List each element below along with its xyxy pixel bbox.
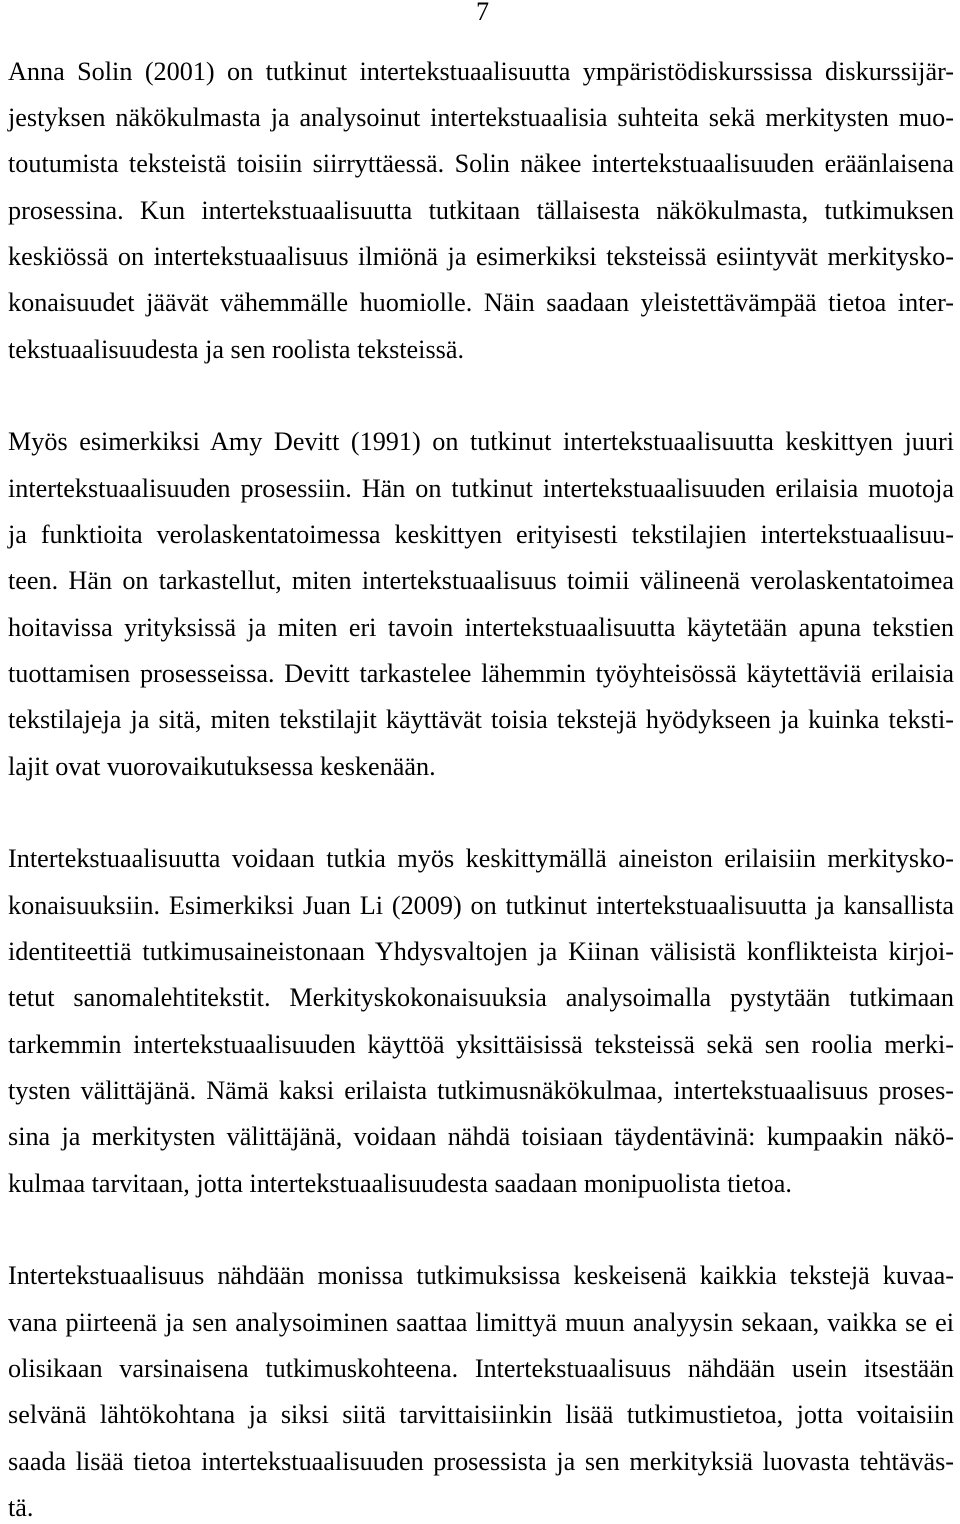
text-line: olisikaan varsinaisena tutkimuskohteena. Intertekstuaalisuus nähdään usein itsestään — [8, 1354, 954, 1384]
text-line: Intertekstuaalisuus nähdään monissa tutkimuksissa keskeisenä kaikkia tekstejä kuvaa- — [8, 1261, 954, 1291]
text-line: tarkemmin intertekstuaalisuuden käyttöä yksittäisissä teksteissä sekä sen roolia merki- — [8, 1029, 954, 1059]
text-line: teen. Hän on tarkastellut, miten intertekstuaalisuus toimii välineenä verolaskentatoimea — [8, 566, 954, 596]
paragraph — [8, 428, 954, 780]
text-line: prosessina. Kun intertekstuaalisuutta tutkitaan tällaisesta näkökulmasta, tutkimuksen — [8, 195, 954, 225]
text-line: lajit ovat vuorovaikutuksessa keskenään. — [8, 751, 436, 781]
text-line: toutumista teksteistä toisiin siirryttäessä. Solin näkee intertekstuaalisuuden eräänlaisena — [8, 149, 954, 179]
text-line: tysten välittäjänä. Nämä kaksi erilaista tutkimusnäkökulmaa, intertekstuaalisuus proses- — [8, 1076, 954, 1106]
text-line: selvänä lähtökohtana ja siksi siitä tarvittaisiinkin lisää tutkimustietoa, jotta voitaisiin — [8, 1400, 954, 1430]
text-line: tuottamisen prosesseissa. Devitt tarkastelee lähemmin työyhteisössä käytettäviä erilaisia — [8, 658, 954, 688]
text-line: jestyksen näkökulmasta ja analysoinut intertekstuaalisia suhteita sekä merkitysten muo- — [8, 102, 954, 132]
text-line: identiteettiä tutkimusaineistonaan Yhdysvaltojen ja Kiinan välisistä konflikteista kirjoi- — [8, 937, 954, 967]
paragraph — [8, 845, 954, 1197]
text-line: saada lisää tietoa intertekstuaalisuuden prosessista ja sen merkityksiä luovasta tehtäväs- — [8, 1446, 954, 1476]
text-line: vana piirteenä ja sen analysoiminen saattaa limittyä muun analyysin sekaan, vaikka se ei — [8, 1307, 954, 1337]
text-line: Myös esimerkiksi Amy Devitt (1991) on tutkinut intertekstuaalisuutta keskittyen juuri — [8, 427, 954, 457]
text-line: tekstuaalisuudesta ja sen roolista teksteissä. — [8, 334, 464, 364]
text-line: hoitavissa yrityksissä ja miten eri tavoin intertekstuaalisuutta käytetään apuna tekstien — [8, 612, 954, 642]
body-text — [8, 58, 954, 1523]
text-line: Intertekstuaalisuutta voidaan tutkia myös keskittymällä aineiston erilaisiin merkitysko- — [8, 844, 954, 874]
text-line: tetut sanomalehtitekstit. Merkityskokonaisuuksia analysoimalla pystytään tutkimaan — [8, 983, 954, 1013]
page-number: 7 — [476, 0, 490, 26]
text-line: Anna Solin (2001) on tutkinut intertekstuaalisuutta ympäristödiskurssissa diskurssijär- — [8, 56, 954, 86]
text-line: sina ja merkitysten välittäjänä, voidaan nähdä toisiaan täydentävinä: kumpaakin näkö- — [8, 1122, 954, 1152]
text-line: kulmaa tarvitaan, jotta intertekstuaalisuudesta saadaan monipuolista tietoa. — [8, 1168, 792, 1198]
text-line: ja funktioita verolaskentatoimessa keskittyen erityisesti tekstilajien intertekstuaalisuu- — [8, 519, 954, 549]
text-line: konaisuuksiin. Esimerkiksi Juan Li (2009) on tutkinut intertekstuaalisuutta ja kansallista — [8, 890, 954, 920]
text-line: konaisuudet jäävät vähemmälle huomiolle. Näin saadaan yleistettävämpää tietoa inter- — [8, 288, 954, 318]
text-line: tä. — [8, 1493, 34, 1523]
paragraph — [8, 58, 954, 364]
paragraph — [8, 1262, 954, 1522]
text-line: intertekstuaalisuuden prosessiin. Hän on tutkinut intertekstuaalisuuden erilaisia muotoja — [8, 473, 954, 503]
text-line: tekstilajeja ja sitä, miten tekstilajit käyttävät toisia tekstejä hyödykseen ja kuinka teksti- — [8, 705, 954, 735]
text-line: keskiössä on intertekstuaalisuus ilmiönä ja esimerkiksi teksteissä esiintyvät merkitysko- — [8, 241, 954, 271]
